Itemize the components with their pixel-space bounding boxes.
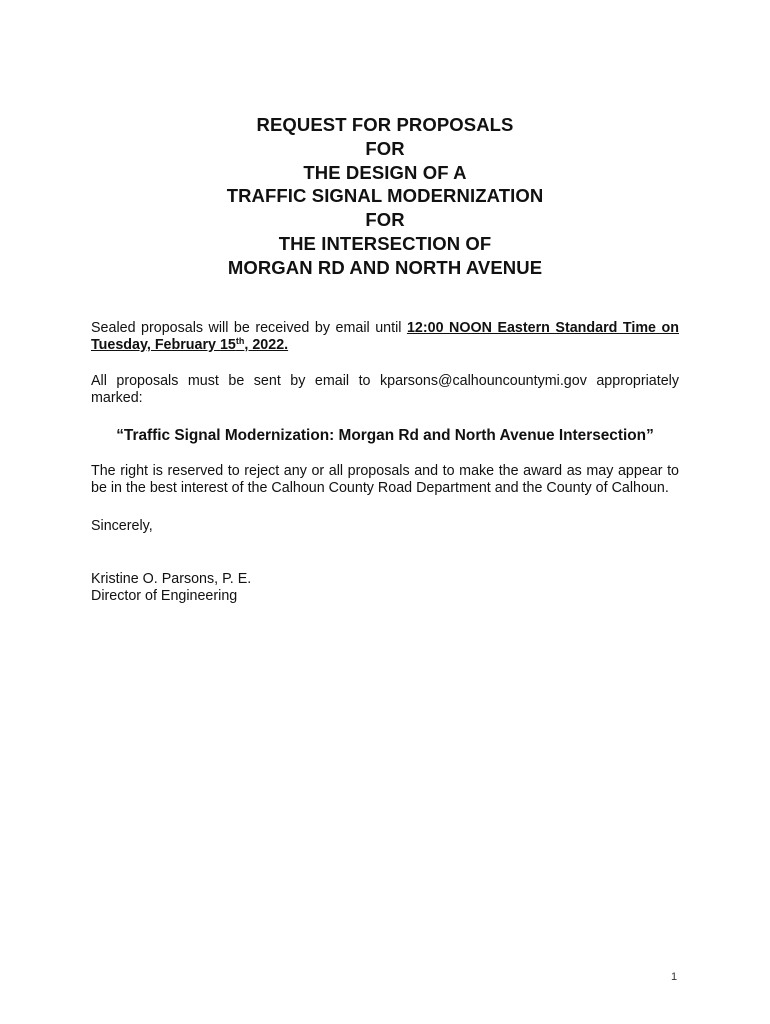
- proposal-subject-quote: “Traffic Signal Modernization: Morgan Rd and North Avenue Intersection”: [116, 427, 654, 444]
- deadline-date-start: Tuesday, February 15: [91, 337, 236, 353]
- deadline-intro-text: Sealed proposals will be received by email until: [91, 320, 407, 336]
- deadline-paragraph: [91, 320, 679, 354]
- deadline-date-end: , 2022.: [244, 337, 289, 353]
- deadline-time: 12:00 NOON Eastern Standard Time on: [406, 320, 679, 336]
- title-line: THE DESIGN OF A: [303, 161, 467, 183]
- email-instruction-paragraph: All proposals must be sent by email to kparsons@calhouncountymi.gov appropriately marked:: [91, 373, 679, 406]
- signatory-name: Kristine O. Parsons, P. E.: [91, 571, 252, 587]
- title-line: FOR: [365, 209, 405, 231]
- page-number: 1: [671, 971, 678, 983]
- closing-salutation: Sincerely,: [91, 518, 153, 534]
- title-line: MORGAN RD AND NORTH AVENUE: [227, 256, 543, 278]
- signatory-title: Director of Engineering: [91, 588, 238, 604]
- deadline-date-superscript: th: [235, 336, 245, 346]
- deadline-date: [91, 337, 288, 353]
- document-title: [0, 113, 770, 280]
- title-line: FOR: [365, 137, 405, 159]
- title-line: REQUEST FOR PROPOSALS: [256, 114, 514, 135]
- reservation-paragraph: The right is reserved to reject any or all proposals and to make the award as may appear to be in the best interest of the Calhoun County Road Department and the County of Calhoun.: [91, 463, 679, 496]
- title-line: TRAFFIC SIGNAL MODERNIZATION: [226, 185, 544, 207]
- title-line: THE INTERSECTION OF: [278, 232, 492, 254]
- signature-block: [91, 571, 679, 605]
